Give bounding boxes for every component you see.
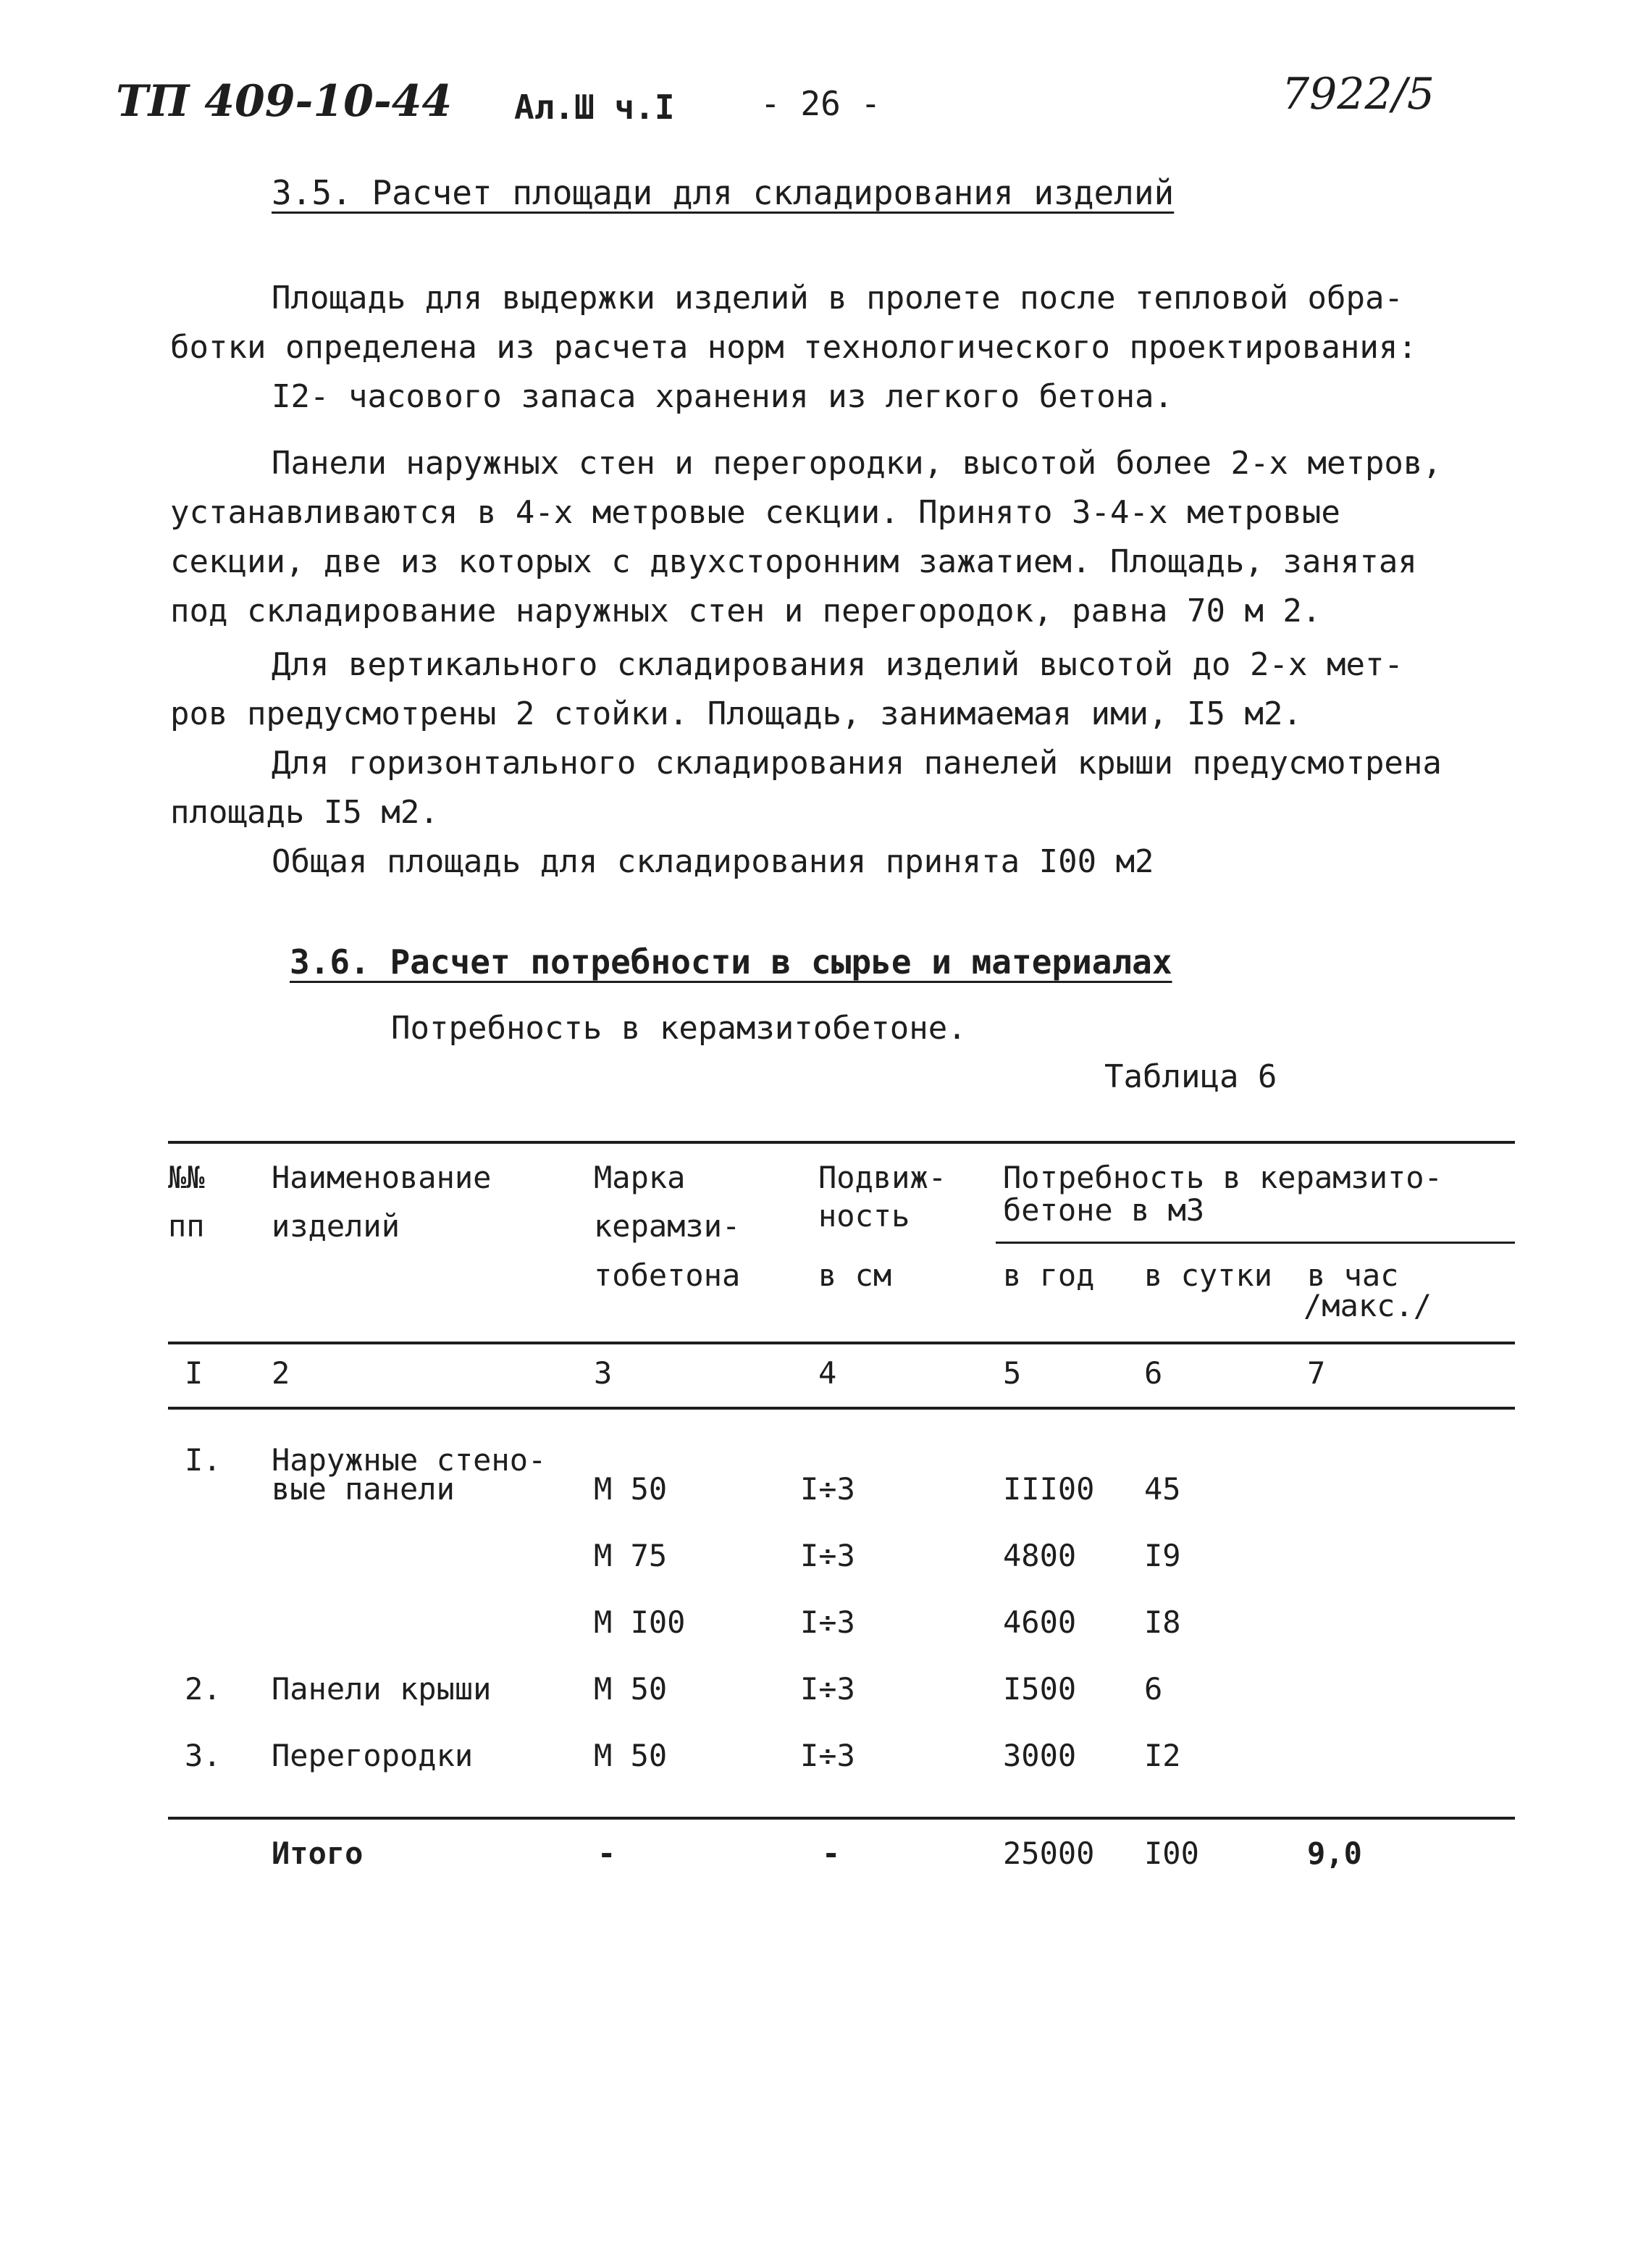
header-name-l2: изделий — [272, 1208, 400, 1244]
section-35-line-4: Панели наружных стен и перегородки, высотой более 2-х метров, — [272, 445, 1442, 482]
total-grade: - — [597, 1836, 616, 1871]
header-num-l1: №№ — [168, 1160, 205, 1195]
row-grade: М 50 — [594, 1738, 668, 1773]
row-num: 3. — [185, 1738, 222, 1773]
row-grade: М 75 — [594, 1538, 668, 1573]
row-day: 45 — [1144, 1471, 1181, 1507]
row-day: I8 — [1144, 1604, 1181, 1640]
row-mobility: I÷3 — [800, 1471, 855, 1507]
section-35-line-3: I2- часового запаса хранения из легкого бетона. — [272, 378, 1174, 415]
row-year: I500 — [1003, 1671, 1077, 1707]
row-grade: М I00 — [594, 1604, 686, 1640]
colnum-7: 7 — [1307, 1355, 1326, 1391]
header-need-l2: бетоне в м3 — [1003, 1192, 1205, 1228]
header-grade-l3: тобетона — [594, 1258, 741, 1293]
total-year: 25000 — [1003, 1836, 1095, 1871]
row-mobility: I÷3 — [800, 1538, 855, 1573]
row-year: 4600 — [1003, 1604, 1077, 1640]
total-day: I00 — [1144, 1836, 1199, 1871]
table-colnum-rule — [168, 1407, 1515, 1410]
header-year: в год — [1003, 1258, 1095, 1293]
section-35-line-5: устанавливаются в 4-х метровые секции. Принято 3-4-х метровые — [170, 494, 1340, 531]
table-header-rule — [168, 1342, 1515, 1344]
row-year: III00 — [1003, 1471, 1095, 1507]
row-name-l1: Панели крыши — [272, 1671, 492, 1707]
header-name-l1: Наименование — [272, 1160, 492, 1195]
header-need-l1: Потребность в керамзито- — [1003, 1160, 1443, 1195]
header-day: в сутки — [1144, 1258, 1273, 1293]
section-35-line-11: площадь I5 м2. — [170, 794, 439, 831]
row-grade: М 50 — [594, 1471, 668, 1507]
table-total-rule — [168, 1817, 1515, 1820]
row-year: 3000 — [1003, 1738, 1077, 1773]
section-36-subheading: Потребность в керамзитобетоне. — [391, 1010, 967, 1047]
doc-code: ТП 409-10-44 — [116, 76, 453, 127]
section-35-line-8: Для вертикального складирования изделий высотой до 2-х мет- — [272, 646, 1403, 683]
row-day: 6 — [1144, 1671, 1163, 1707]
header-mobility-l1: Подвиж- — [818, 1160, 947, 1195]
colnum-4: 4 — [818, 1355, 837, 1391]
section-35-line-10: Для горизонтального складирования панелей крыши предусмотрена — [272, 745, 1442, 782]
row-day: I2 — [1144, 1738, 1181, 1773]
section-35-line-6: секции, две из которых с двухсторонним зажатием. Площадь, занятая — [170, 543, 1417, 580]
colnum-5: 5 — [1003, 1355, 1022, 1391]
row-day: I9 — [1144, 1538, 1181, 1573]
section-36-heading: 3.6. Расчет потребности в сырье и материалах — [290, 942, 1172, 982]
section-35-line-1: Площадь для выдержки изделий в пролете после тепловой обра- — [272, 280, 1403, 317]
total-hour: 9,0 — [1307, 1836, 1362, 1871]
section-35-line-7: под складирование наружных стен и перегородок, равна 70 м 2. — [170, 593, 1322, 629]
row-mobility: I÷3 — [800, 1604, 855, 1640]
total-mobility: - — [822, 1836, 841, 1871]
page-number: - 26 - — [760, 84, 881, 123]
table-subheader-rule — [996, 1242, 1515, 1244]
archive-number: 7922/5 — [1282, 69, 1435, 120]
header-mobility-l3: в см — [818, 1258, 892, 1293]
table-caption: Таблица 6 — [1104, 1058, 1277, 1095]
colnum-6: 6 — [1144, 1355, 1163, 1391]
header-hour-l2: /макс./ — [1303, 1288, 1432, 1323]
colnum-3: 3 — [594, 1355, 613, 1391]
colnum-2: 2 — [272, 1355, 290, 1391]
row-grade: М 50 — [594, 1671, 668, 1707]
row-num: 2. — [185, 1671, 222, 1707]
header-grade-l2: керамзи- — [594, 1208, 741, 1244]
section-35-line-9: ров предусмотрены 2 стойки. Площадь, занимаемая ими, I5 м2. — [170, 695, 1302, 732]
row-name-l1: Перегородки — [272, 1738, 474, 1773]
section-35-line-12: Общая площадь для складирования принята I00 м2 — [272, 843, 1154, 880]
header-mobility-l2: ность — [818, 1198, 910, 1234]
section-35-line-2: ботки определена из расчета норм технологического проектирования: — [170, 329, 1417, 366]
table-top-rule — [168, 1141, 1515, 1144]
album-label: Ал.Ш ч.I — [514, 88, 675, 127]
header-num-l2: пп — [168, 1208, 205, 1244]
section-35-heading: 3.5. Расчет площади для складирования изделий — [272, 173, 1175, 212]
row-name-l1: Наружные стено- — [272, 1442, 547, 1478]
total-label: Итого — [272, 1836, 364, 1871]
row-name-l2: вые панели — [272, 1471, 455, 1507]
row-mobility: I÷3 — [800, 1671, 855, 1707]
row-mobility: I÷3 — [800, 1738, 855, 1773]
row-year: 4800 — [1003, 1538, 1077, 1573]
header-grade-l1: Марка — [594, 1160, 686, 1195]
colnum-1: I — [185, 1355, 203, 1391]
row-num: I. — [185, 1442, 222, 1478]
header-hour-l1: в час — [1307, 1258, 1399, 1293]
